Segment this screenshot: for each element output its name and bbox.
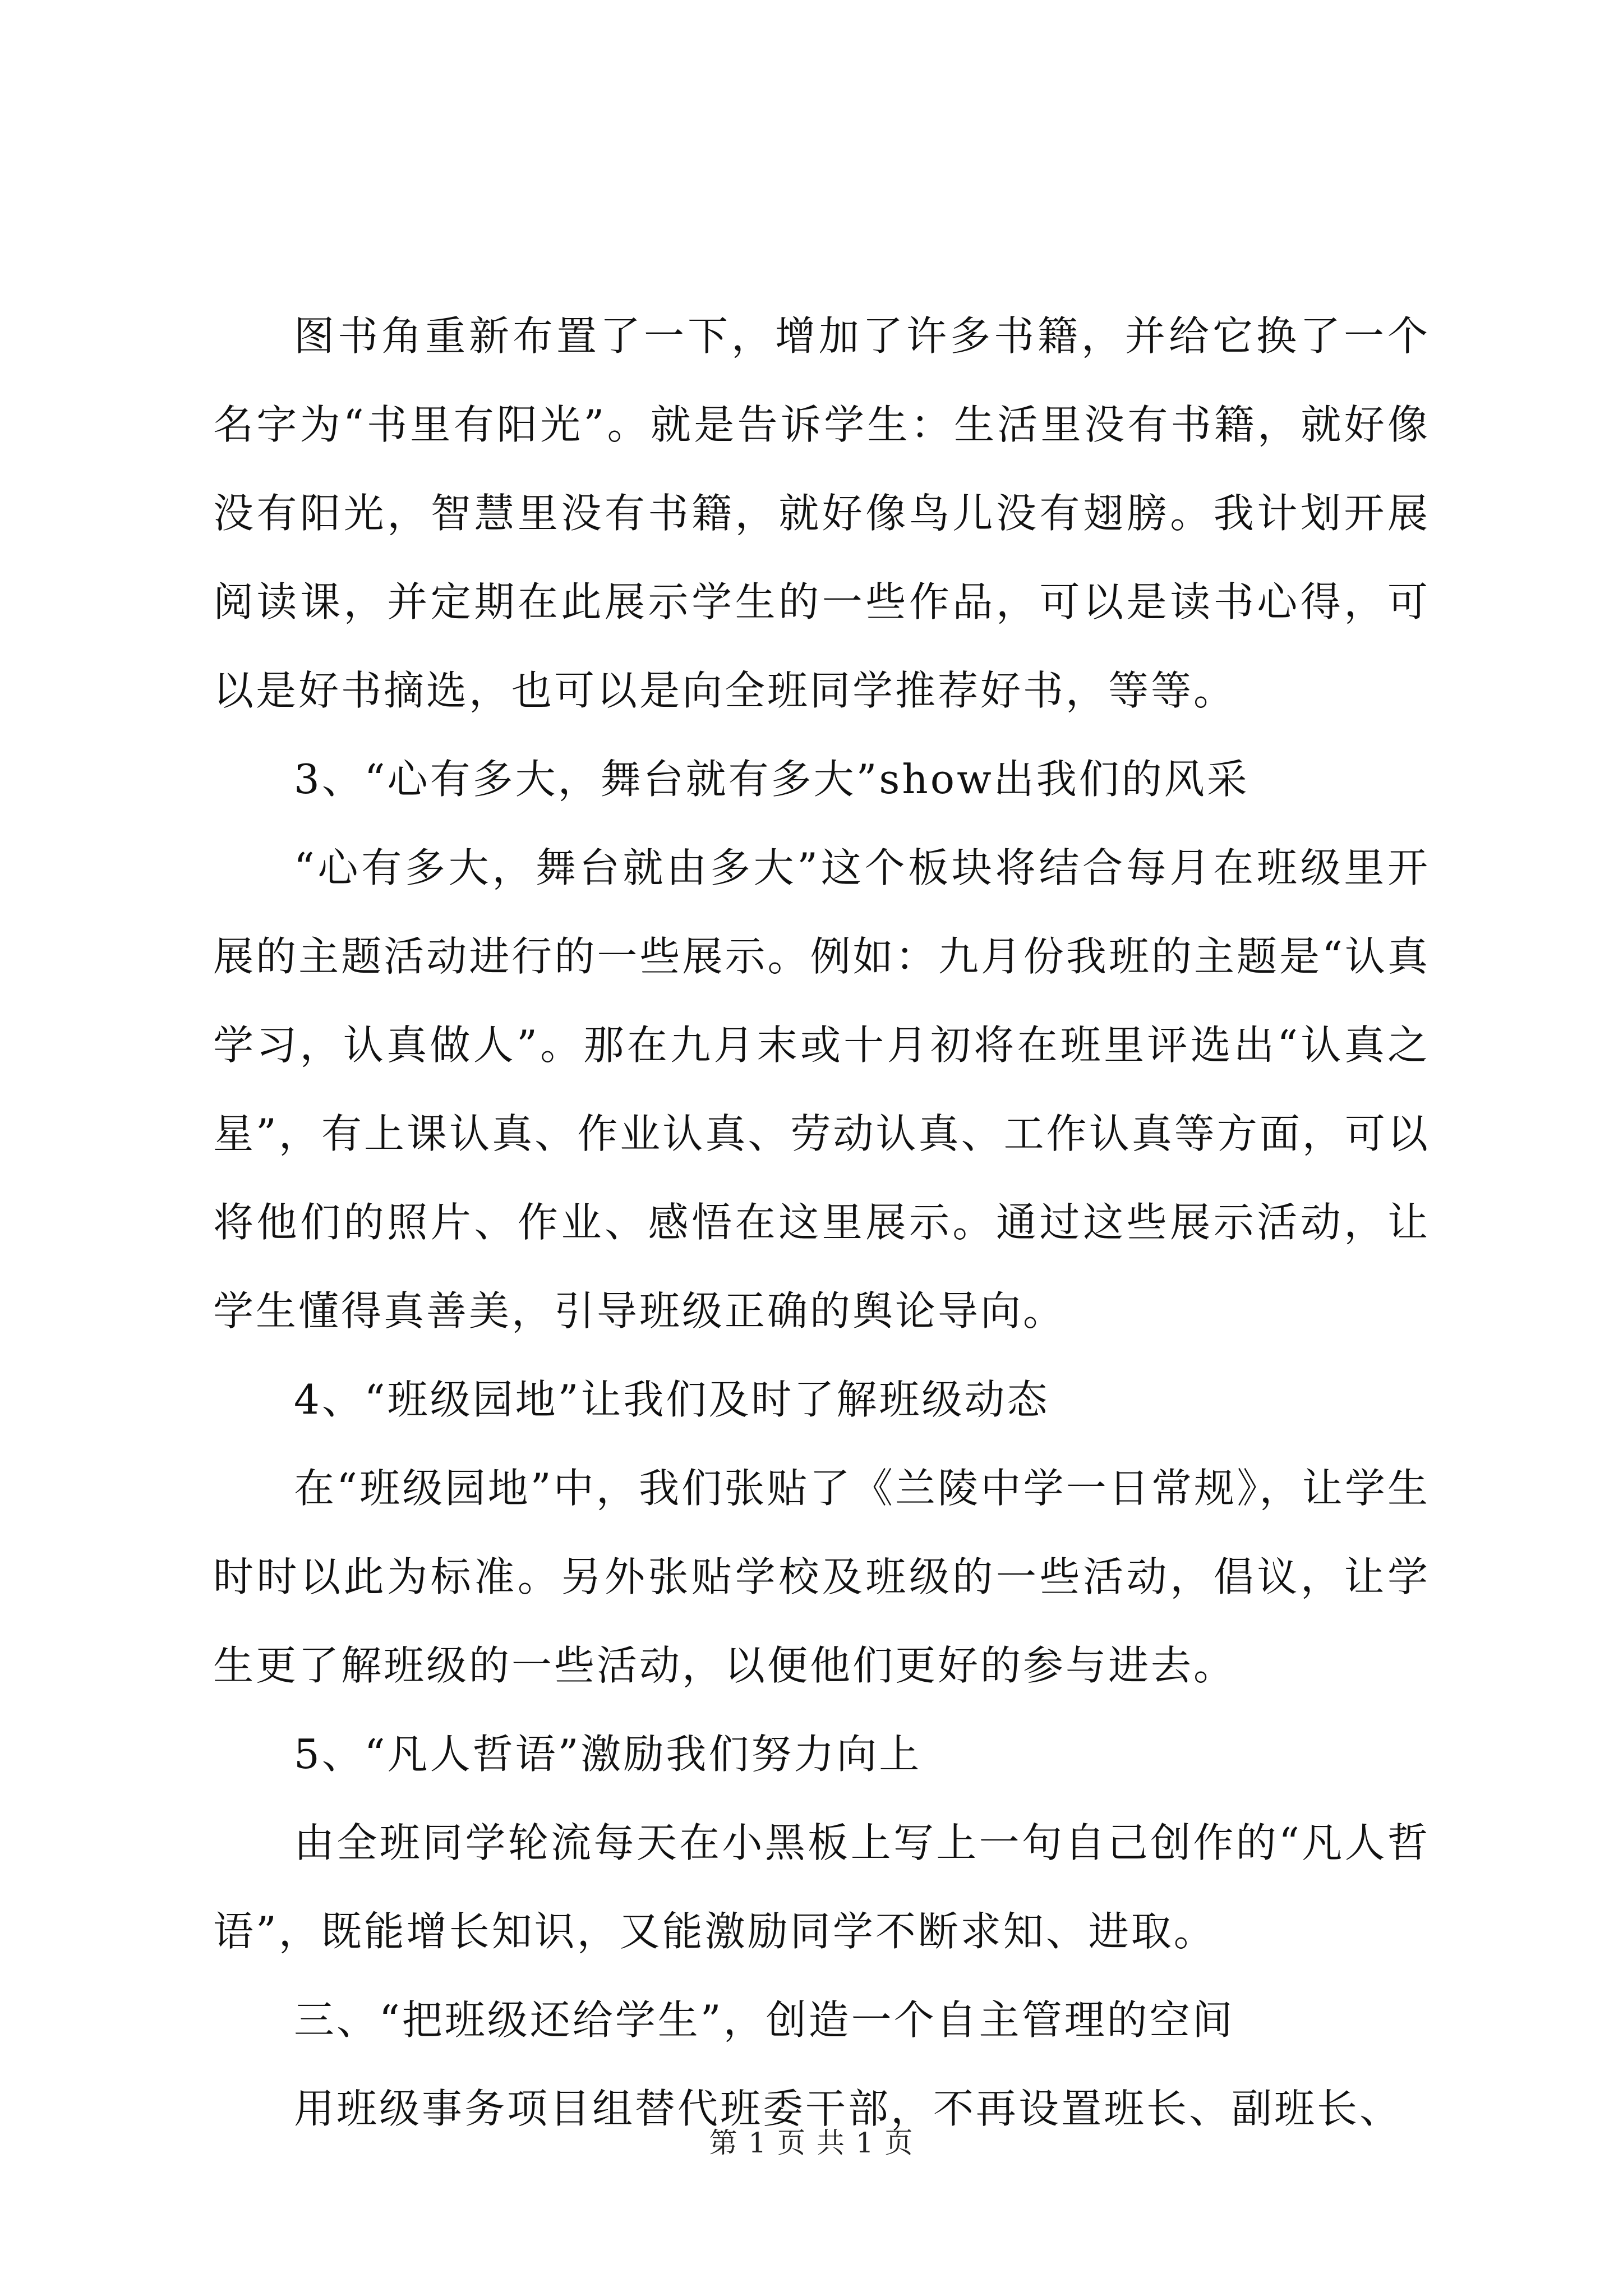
section-heading-three: 三、“把班级还给学生”，创造一个自主管理的空间 (294, 1996, 1235, 2044)
section-heading-4: 4、“班级园地”让我们及时了解班级动态 (294, 1376, 1050, 1423)
section-heading-3: 3、“心有多大，舞台就有多大”show出我们的风采 (294, 756, 1249, 803)
document-body (213, 292, 1430, 2153)
paragraph-philosophy: 由全班同学轮流每天在小黑板上写上一句自己创作的“凡人哲语”，既能增长知识，又能激励同学不断求知、进取。 (213, 1819, 1430, 1955)
paragraph-class-garden: 在“班级园地”中，我们张贴了《兰陵中学一日常规》，让学生时时以此为标准。另外张贴学校及班级的一些活动，倡议，让学生更了解班级的一些活动，以便他们更好的参与进去。 (213, 1465, 1430, 1689)
paragraph-stage-showcase: “心有多大，舞台就由多大”这个板块将结合每月在班级里开展的主题活动进行的一些展示。例如：九月份我班的主题是“认真学习，认真做人”。那在九月末或十月初将在班里评选出“认真之星”，有上课认真、作业认真、劳动认真、工作认真等方面，可以将他们的照片、作业、感悟在这里展示。通过这些展示活动，让学生懂得真善美，引导班级正确的舆论导向。 (213, 844, 1430, 1335)
paragraph-reading-corner: 图书角重新布置了一下，增加了许多书籍，并给它换了一个名字为“书里有阳光”。就是告诉学生：生活里没有书籍，就好像没有阳光，智慧里没有书籍，就好像鸟儿没有翅膀。我计划开展阅读课，并定期在此展示学生的一些作品，可以是读书心得，可以是好书摘选，也可以是向全班同学推荐好书，等等。 (213, 312, 1430, 714)
page-footer: 第 1 页 共 1 页 (709, 2127, 914, 2159)
paragraph-project-groups: 用班级事务项目组替代班委干部，不再设置班长、副班长、 (294, 2085, 1403, 2132)
section-heading-5: 5、“凡人哲语”激励我们努力向上 (294, 1731, 922, 1778)
